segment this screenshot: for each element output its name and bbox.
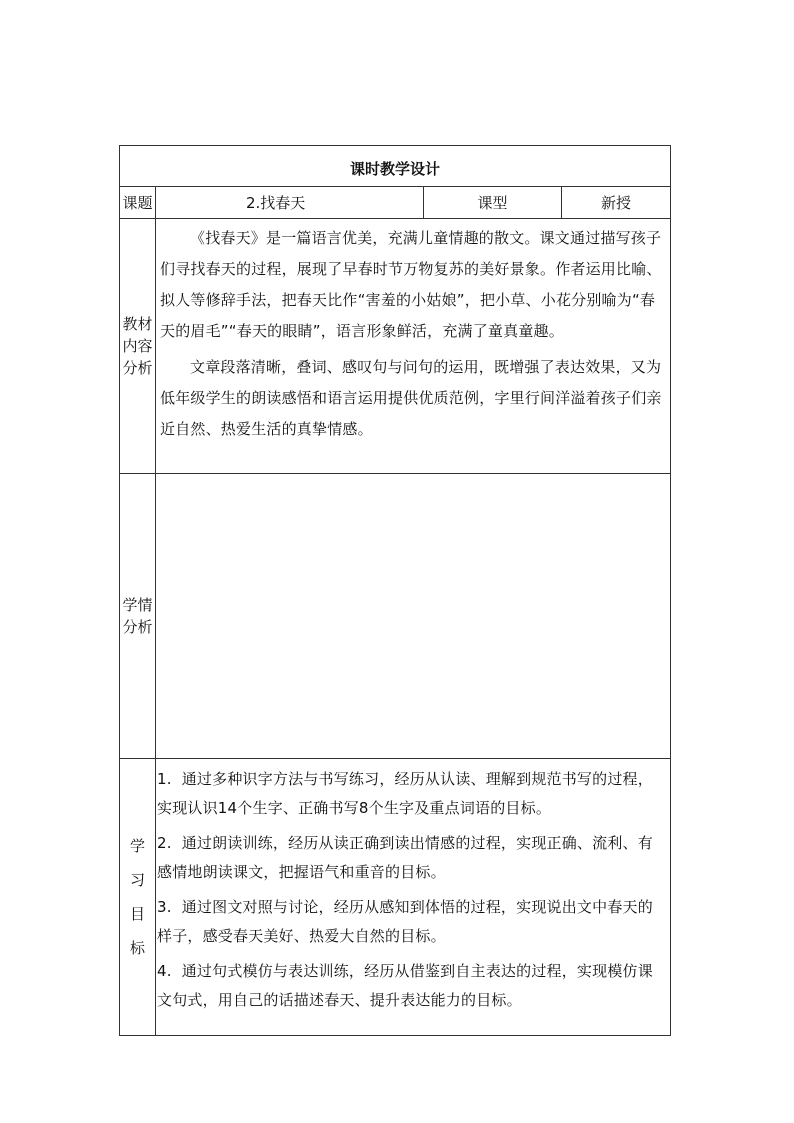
goal-item xyxy=(157,893,668,951)
goal-text: 通过图文对照与讨论，经历从感知到体悟的过程，实现说出文中春天的样子，感受春天美好、热爱大自然的目标。 xyxy=(157,898,653,945)
goal-text: 通过朗读训练，经历从读正确到读出情感的过程，实现正确、流利、有感情地朗读课文，把握语气和重音的目标。 xyxy=(157,834,653,881)
goal-item xyxy=(157,765,668,823)
goal-text: 通过多种识字方法与书写练习，经历从认读、理解到规范书写的过程，实现认识14个生字、正确书写8个生字及重点词语的目标。 xyxy=(157,770,653,817)
goal-number: 2. xyxy=(157,834,172,852)
goal-item xyxy=(157,957,668,1015)
goal-text: 通过句式模仿与表达训练，经历从借鉴到自主表达的过程，实现模仿课文句式，用自己的话描述春天、提升表达能力的目标。 xyxy=(157,962,653,1009)
student-analysis-label xyxy=(120,474,156,759)
materials-label-line: 分析 xyxy=(122,359,153,377)
goals-label-char: 目 xyxy=(129,905,145,923)
goal-item xyxy=(157,829,668,887)
materials-paragraph: 文章段落清晰，叠词、感叹句与问句的运用，既增强了表达效果，又为低年级学生的朗读感悟和语言运用提供优质范例，字里行间洋溢着孩子们亲近自然、热爱生活的真挚情感。 xyxy=(160,358,662,438)
student-label-line: 学情 xyxy=(122,596,153,614)
materials-label-line: 内容 xyxy=(122,337,153,355)
goal-number: 4. xyxy=(157,962,172,980)
materials-analysis-label xyxy=(120,219,156,474)
goals-label-char: 标 xyxy=(129,939,145,957)
learning-goals-label xyxy=(120,759,156,1036)
goals-label-char: 学 xyxy=(129,837,145,855)
type-label: 课型 xyxy=(424,187,562,219)
materials-label-line: 教材 xyxy=(122,315,153,333)
table-title: 课时教学设计 xyxy=(120,146,671,187)
learning-goals-content xyxy=(156,759,671,1036)
goals-label-char: 习 xyxy=(129,871,145,889)
topic-label: 课题 xyxy=(120,187,156,219)
student-label-line: 分析 xyxy=(122,618,153,636)
materials-paragraph: 《找春天》是一篇语言优美，充满儿童情趣的散文。课文通过描写孩子们寻找春天的过程，展现了早春时节万物复苏的美好景象。作者运用比喻、拟人等修辞手法，把春天比作“害羞的小姑娘”，把小草、小花分别喻为“春天的眉毛”“春天的眼睛”，语言形象鲜活，充满了童真童趣。 xyxy=(160,229,662,340)
topic-value: 2.找春天 xyxy=(156,187,424,219)
goal-number: 1. xyxy=(157,770,172,788)
lesson-plan-table xyxy=(119,145,671,1036)
goal-number: 3. xyxy=(157,898,172,916)
student-analysis-content xyxy=(156,474,671,759)
type-value: 新授 xyxy=(562,187,671,219)
materials-analysis-content xyxy=(156,219,671,474)
